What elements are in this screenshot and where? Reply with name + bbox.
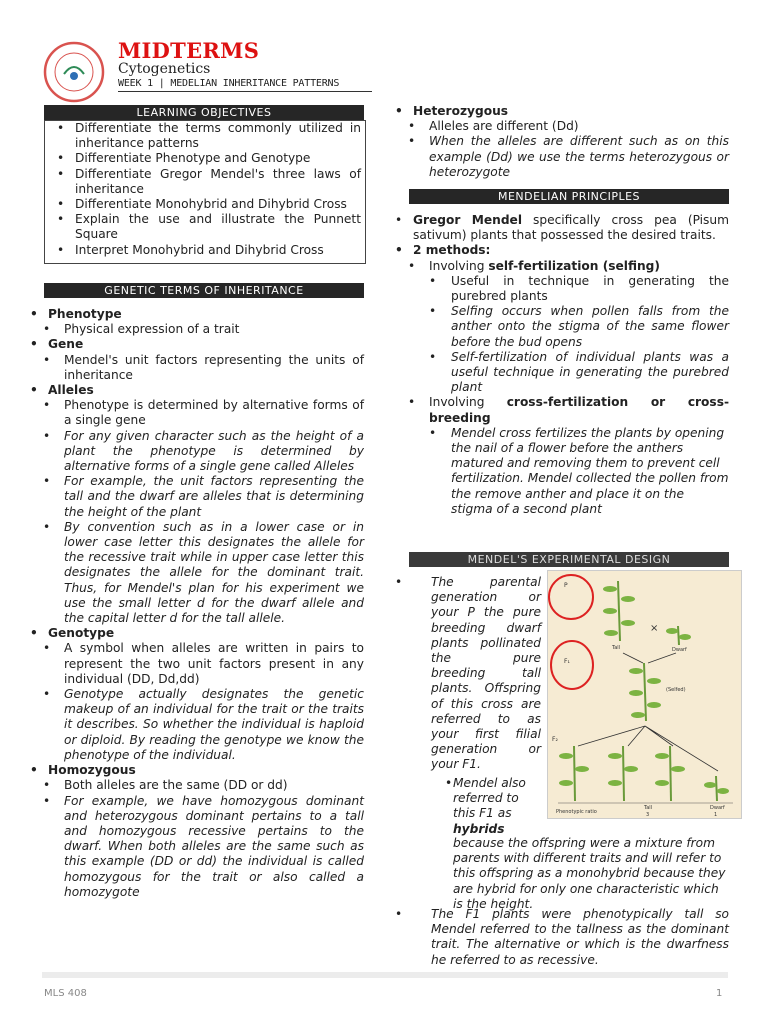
figure-selfed-label: (Selfed) (666, 687, 686, 693)
genotype-def-2: • Genotype actually designates the genetic makeup of an individual for the trait or the traits it describes. So whether the individual is haploid or diploid. By reading the genotype we know the phenotype of the individual. (18, 687, 364, 763)
week-line: WEEK 1 | MEDELIAN INHERITANCE PATTERNS (118, 78, 340, 89)
selfing-item: • Selfing occurs when pollen falls from the anther onto the stigma of the same flower before the bud opens (383, 304, 729, 350)
hybrids-bullet-top: • Mendel also referred to this F1 as hybrids (433, 776, 541, 837)
alleles-def-4: • By convention such as in a lower case or in lower case letter this designates the allele for the recessive trait while in upper case letter this designates the allele for the dominant trait. Thus, for Mendel's plan for his experiment we use the small letter d for the dwarf allele and the capital letter d for the tall allele. (18, 520, 364, 626)
mendel-intro: • Gregor Mendel specifically cross pea (Pisum sativum) plants that possessed the desired traits. (383, 213, 729, 243)
footer-rule (42, 972, 728, 978)
figure-p-label: P (564, 582, 568, 589)
genetic-terms-heading: GENETIC TERMS OF INHERITANCE (44, 283, 364, 298)
school-logo (42, 40, 106, 104)
selfing-item: • Self-fertilization of individual plants was a useful technique in generating the purebred plant (383, 350, 729, 396)
objective-item: • Differentiate Gregor Mendel's three laws of inheritance (45, 167, 361, 197)
term-heterozygous: • Heterozygous (383, 104, 729, 119)
parental-generation-text: • The parental generation or your P the pure breeding dwarf plants pollinated the pure breeding tall plants. Offspring of this cross are referred to as your first filial generation or your F1. (383, 575, 541, 773)
alleles-def-2: • For any given character such as the height of a plant the phenotype is determined by alternative forms of a single gene called Alleles (18, 429, 364, 475)
selfing-method: • Involving self-fertilization (selfing) (383, 259, 729, 274)
objective-item: • Interpret Monohybrid and Dihybrid Cross (45, 243, 361, 258)
term-homozygous: • Homozygous (18, 763, 364, 778)
heterozygous-def-2: • When the alleles are different such as on this example (Dd) we use the terms heterozygous or heterozygote (383, 134, 729, 180)
objective-item: • Differentiate the terms commonly utilized in inheritance patterns (45, 121, 361, 151)
learning-objectives-list (45, 121, 361, 258)
methods-label: • 2 methods: (383, 243, 729, 258)
selfing-item: • Useful in technique in generating the purebred plants (383, 274, 729, 304)
figure-ratio-tall: 3 (646, 812, 650, 818)
genotype-def-1: • A symbol when alleles are written in pairs to represent the two unit factors present in any individual (DD, Dd,dd) (18, 641, 364, 687)
f1-dominance-list (383, 907, 729, 968)
term-alleles: • Alleles (18, 383, 364, 398)
figure-tall-label: Tall (612, 645, 621, 651)
figure-ratio-dwarf-label: Dwarf (710, 805, 725, 811)
homozygous-def-1: • Both alleles are the same (DD or dd) (18, 778, 364, 793)
objective-item: • Explain the use and illustrate the Punnett Square (45, 212, 361, 242)
figure-cross-symbol: × (650, 623, 659, 634)
experimental-design-heading: MENDEL'S EXPERIMENTAL DESIGN (409, 552, 729, 567)
genetic-terms-list (18, 307, 364, 900)
term-gene: • Gene (18, 337, 364, 352)
heterozygous-def-1: • Alleles are different (Dd) (383, 119, 729, 134)
figure-ratio-label: Phenotypic ratio (556, 809, 597, 815)
homozygous-def-2: • For example, we have homozygous dominant and heterozygous dominant pertains to a tall and homozygous recessive pertains to the dwarf. When both alleles are the same such as this example (DD or dd) the individual is called homozygous for the trait or also called a homozygote (18, 794, 364, 900)
mendelian-principles-heading: MENDELIAN PRINCIPLES (409, 189, 729, 204)
mendelian-principles-list (383, 213, 729, 517)
figure-f1-label: F₁ (564, 658, 570, 665)
cross-method: • Involving cross-fertilization or cross-breeding (383, 395, 729, 425)
term-phenotype: • Phenotype (18, 307, 364, 322)
figure-dwarf-label: Dwarf (672, 647, 687, 653)
experimental-design-list-top (383, 575, 541, 773)
header-rule (118, 91, 372, 92)
alleles-def-3: • For example, the unit factors representing the tall and the dwarf are alleles that is determining the height of the plant (18, 474, 364, 520)
alleles-def-1: • Phenotype is determined by alternative forms of a single gene (18, 398, 364, 428)
course-subtitle: Cytogenetics (118, 61, 211, 77)
f1-dominance-text: • The F1 plants were phenotypically tall so Mendel referred to the tallness as the dominant trait. The alternative or which is the dwarfness he referred to as recessive. (383, 907, 729, 968)
figure-f2-label: F₂ (552, 736, 558, 743)
hybrids-continued: because the offspring were a mixture from parents with different traits and will refer to this offspring as a monohybrid because they are hybrid for only one characteristic which is the height. (453, 836, 726, 911)
objective-item: • Differentiate Phenotype and Genotype (45, 151, 361, 166)
gene-def: • Mendel's unit factors representing the units of inheritance (18, 353, 364, 383)
figure-ratio-dwarf: 1 (714, 812, 718, 818)
figure-ratio-tall-label: Tall (644, 805, 653, 811)
course-code: MLS 408 (44, 988, 87, 999)
objective-item: • Differentiate Monohybrid and Dihybrid Cross (45, 197, 361, 212)
mendel-cross-figure (547, 570, 742, 819)
page-title: MIDTERMS (118, 38, 260, 63)
phenotype-def: • Physical expression of a trait (18, 322, 364, 337)
page-number: 1 (716, 988, 723, 999)
cross-item: • Mendel cross fertilizes the plants by opening the nail of a flower before the anthers matured and removing them to prevent cell fertilization. Mendel collected the pollen from the remove anther and place it on the stigma of a second plant (383, 426, 729, 517)
term-genotype: • Genotype (18, 626, 364, 641)
learning-objectives-heading: LEARNING OBJECTIVES (44, 105, 364, 120)
heterozygous-list (383, 104, 729, 180)
